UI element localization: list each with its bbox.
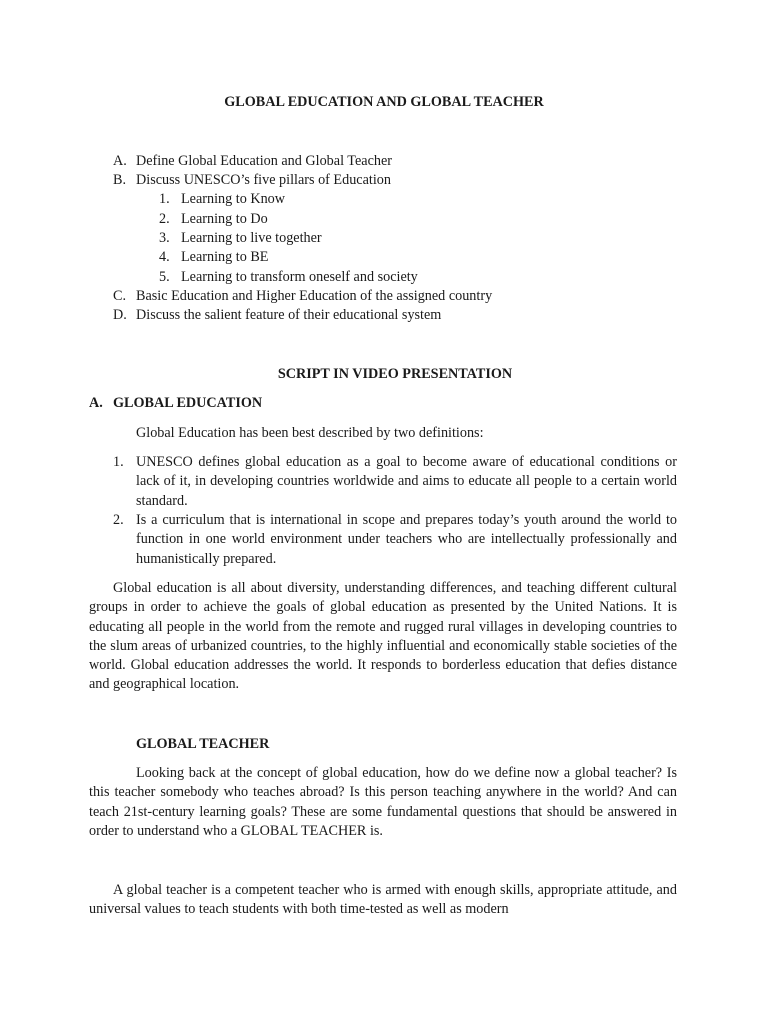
script-heading: SCRIPT IN VIDEO PRESENTATION xyxy=(277,366,513,382)
outline-text: Define Global Education and Global Teacher xyxy=(136,153,392,169)
outline-text: Learning to transform oneself and society xyxy=(181,269,418,285)
document-title: GLOBAL EDUCATION AND GLOBAL TEACHER xyxy=(224,94,544,110)
outline-text: Learning to Know xyxy=(181,191,286,207)
outline-marker: D. xyxy=(113,307,127,323)
outline-marker: C. xyxy=(113,288,127,304)
outline-text: Basic Education and Higher Education of the assigned country xyxy=(136,288,493,304)
outline-marker: 3. xyxy=(159,230,170,246)
outline-marker: 2. xyxy=(159,211,170,227)
outline-marker: B. xyxy=(113,172,127,188)
outline-marker: 5. xyxy=(159,269,170,285)
outline-marker: 4. xyxy=(159,249,170,265)
definition-text: UNESCO defines global education as a goal to become aware of educational conditions or lack of it, in developing countries worldwide and aims to educate all people to a certain world standard. xyxy=(136,454,677,509)
outline-marker: 1. xyxy=(159,191,170,207)
outline-marker: A. xyxy=(113,153,127,169)
outline-text: Learning to BE xyxy=(181,249,269,265)
outline-text: Learning to live together xyxy=(181,230,322,246)
outline-text: Discuss UNESCO’s five pillars of Education xyxy=(136,172,391,188)
outline-text: Learning to Do xyxy=(181,211,268,227)
definition-marker: 1. xyxy=(113,454,124,470)
section-a-intro: Global Education has been best described by two definitions: xyxy=(136,425,484,441)
definition-marker: 2. xyxy=(113,512,124,528)
global-teacher-heading: GLOBAL TEACHER xyxy=(136,736,270,752)
section-a-paragraph: Global education is all about diversity, understanding differences, and teaching different cultural groups in order to achieve the goals of global education as presented by the United Nations. It is educating all people in the world from the remote and rugged rural villages in developing countries to the slum areas of urbanized countries, to the highly influential and economically stable societies of the world. Global education addresses the world. It responds to borderless education that defies distance and geographical location. xyxy=(89,580,677,693)
definition-text: Is a curriculum that is international in scope and prepares today’s youth around the world to function in one world environment under teachers who are intellectually professionally and humanistically prepared. xyxy=(136,512,677,567)
section-marker: A. xyxy=(89,395,103,411)
outline-text: Discuss the salient feature of their educational system xyxy=(136,307,442,323)
global-teacher-paragraph: Looking back at the concept of global education, how do we define now a global teacher? Is this teacher somebody who teaches abroad? Is this person teaching anywhere in the world? And can teach 21st-century learning goals? These are some fundamental questions that should be answered in order to understand who a GLOBAL TEACHER is. xyxy=(89,765,677,839)
global-teacher-paragraph: A global teacher is a competent teacher who is armed with enough skills, appropriate attitude, and universal values to teach students with both time-tested as well as modern xyxy=(89,882,677,918)
section-heading-text: GLOBAL EDUCATION xyxy=(113,395,263,411)
